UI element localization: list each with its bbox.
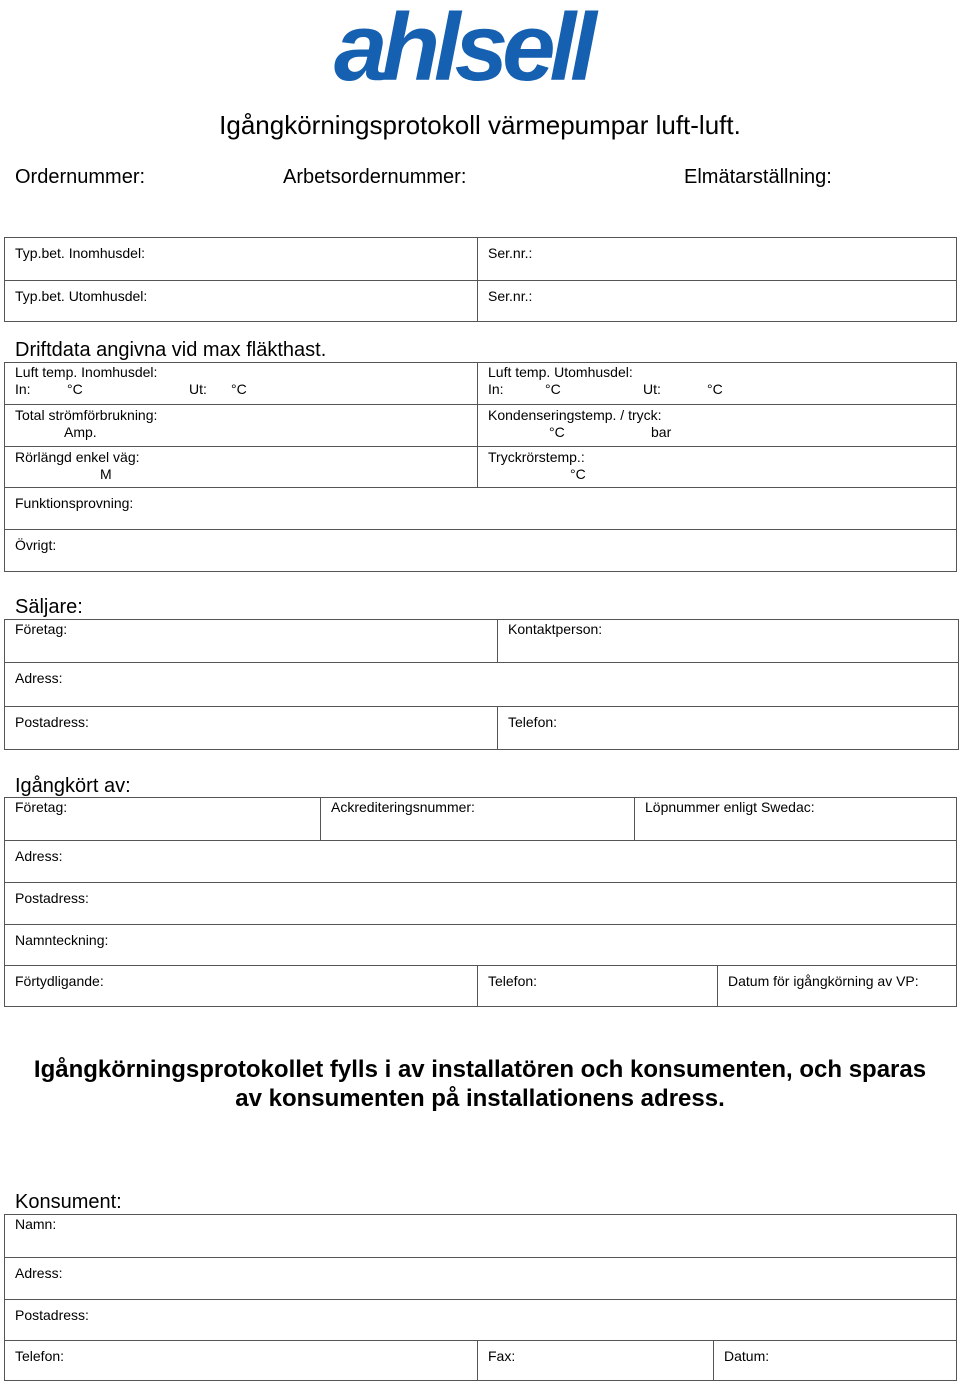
- instruction-note: [0, 1055, 960, 1113]
- ackreditering-field[interactable]: [320, 798, 634, 840]
- ackreditering-label: Ackrediteringsnummer:: [331, 799, 475, 815]
- saljare-telefon-label: Telefon:: [508, 714, 558, 730]
- typ-utomhus-label: Typ.bet. Utomhusdel:: [15, 288, 148, 304]
- page-title: Igångkörningsprotokoll värmepumpar luft-luft.: [219, 110, 741, 140]
- konsument-fax-field[interactable]: [477, 1340, 713, 1380]
- sernr-inomhus-label: Ser.nr.:: [488, 245, 533, 261]
- datum-igangkorning-field[interactable]: [717, 965, 956, 1006]
- ovrigt-label: Övrigt:: [15, 537, 57, 553]
- lopnummer-label: Löpnummer enligt Swedac:: [645, 799, 815, 815]
- ut-label: Ut:: [189, 381, 207, 397]
- funktionsprovning-label: Funktionsprovning:: [15, 495, 134, 511]
- igangkort-postadress-label: Postadress:: [15, 890, 89, 906]
- konsument-postadress-field[interactable]: [5, 1299, 956, 1340]
- luft-utomhus-field[interactable]: [477, 363, 956, 404]
- namnteckning-label: Namnteckning:: [15, 932, 109, 948]
- celsius-unit: °C: [231, 381, 247, 397]
- funktionsprovning-field[interactable]: [5, 487, 956, 529]
- konsument-datum-field[interactable]: [713, 1340, 956, 1380]
- logo-text: ahlsell: [334, 2, 591, 84]
- tryckror-field[interactable]: [477, 446, 956, 487]
- saljare-postadress-label: Postadress:: [15, 714, 89, 730]
- rorlangd-field[interactable]: [5, 446, 477, 487]
- konsument-postadress-label: Postadress:: [15, 1307, 89, 1323]
- in-label: In:: [488, 381, 504, 397]
- bar-unit: bar: [651, 424, 672, 440]
- konsument-fax-label: Fax:: [488, 1348, 516, 1364]
- meter-unit: M: [100, 466, 112, 482]
- kondens-label: Kondenseringstemp. / tryck:: [488, 407, 662, 423]
- igangkort-telefon-label: Telefon:: [488, 973, 538, 989]
- strom-label: Total strömförbrukning:: [15, 407, 158, 423]
- saljare-adress-field[interactable]: [5, 662, 958, 706]
- sernr-inomhus-field[interactable]: [477, 238, 956, 280]
- saljare-postadress-field[interactable]: [5, 706, 497, 749]
- ovrigt-field[interactable]: [5, 529, 956, 571]
- in-label: In:: [15, 381, 31, 397]
- igangkort-postadress-field[interactable]: [5, 882, 956, 924]
- konsument-adress-field[interactable]: [5, 1257, 956, 1299]
- typ-inomhus-label: Typ.bet. Inomhusdel:: [15, 245, 145, 261]
- namnteckning-field[interactable]: [5, 924, 956, 965]
- sernr-utomhus-label: Ser.nr.:: [488, 288, 533, 304]
- typ-utomhus-field[interactable]: [5, 280, 477, 321]
- igangkort-heading: Igångkört av:: [15, 775, 131, 797]
- lopnummer-field[interactable]: [634, 798, 956, 840]
- datum-igangkorning-label: Datum för igångkörning av VP:: [728, 973, 919, 989]
- celsius-unit: °C: [570, 466, 586, 482]
- igangkort-adress-field[interactable]: [5, 840, 956, 882]
- konsument-namn-field[interactable]: [5, 1215, 956, 1257]
- luft-inomhus-field[interactable]: [5, 363, 477, 404]
- saljare-table: [4, 619, 959, 750]
- typ-inomhus-field[interactable]: [5, 238, 477, 280]
- konsument-namn-label: Namn:: [15, 1216, 57, 1232]
- driftdata-heading: Driftdata angivna vid max fläkthast.: [15, 339, 327, 361]
- tryckror-label: Tryckrörstemp.:: [488, 449, 585, 465]
- amp-unit: Amp.: [64, 424, 97, 440]
- arbetsordernummer-label: Arbetsordernummer:: [283, 166, 467, 188]
- celsius-unit: °C: [67, 381, 83, 397]
- saljare-adress-label: Adress:: [15, 670, 63, 686]
- konsument-telefon-label: Telefon:: [15, 1348, 65, 1364]
- luft-inomhus-label: Luft temp. Inomhusdel:: [15, 364, 158, 380]
- ordernummer-label: Ordernummer:: [15, 166, 146, 188]
- igangkort-foretag-field[interactable]: [5, 798, 320, 840]
- strom-field[interactable]: [5, 404, 477, 446]
- igangkort-telefon-field[interactable]: [477, 965, 717, 1006]
- instruction-note-line1: Igångkörningsprotokollet fylls i av installatören och konsumenten, och sparas: [33, 1056, 927, 1083]
- saljare-telefon-field[interactable]: [497, 706, 958, 749]
- konsument-datum-label: Datum:: [724, 1348, 770, 1364]
- saljare-foretag-field[interactable]: [5, 620, 497, 662]
- saljare-kontaktperson-field[interactable]: [497, 620, 958, 662]
- fortydligande-field[interactable]: [5, 965, 477, 1006]
- ahlsell-logo: [332, 2, 628, 84]
- konsument-adress-label: Adress:: [15, 1265, 63, 1281]
- celsius-unit: °C: [707, 381, 723, 397]
- celsius-unit: °C: [549, 424, 565, 440]
- igangkort-adress-label: Adress:: [15, 848, 63, 864]
- igangkort-foretag-label: Företag:: [15, 799, 68, 815]
- konsument-heading: Konsument:: [15, 1191, 122, 1213]
- sernr-utomhus-field[interactable]: [477, 280, 956, 321]
- luft-utomhus-label: Luft temp. Utomhusdel:: [488, 364, 633, 380]
- celsius-unit: °C: [545, 381, 561, 397]
- konsument-table: [4, 1214, 957, 1381]
- saljare-heading: Säljare:: [15, 596, 83, 618]
- saljare-kontaktperson-label: Kontaktperson:: [508, 621, 603, 637]
- saljare-foretag-label: Företag:: [15, 621, 68, 637]
- driftdata-table: [4, 362, 957, 572]
- fortydligande-label: Förtydligande:: [15, 973, 104, 989]
- ut-label: Ut:: [643, 381, 661, 397]
- instruction-note-line2: av konsumenten på installationens adress.: [235, 1085, 725, 1112]
- konsument-telefon-field[interactable]: [5, 1340, 477, 1380]
- kondens-field[interactable]: [477, 404, 956, 446]
- rorlangd-label: Rörlängd enkel väg:: [15, 449, 140, 465]
- elmatarstallning-label: Elmätarställning:: [684, 166, 832, 188]
- unit-type-table: [4, 237, 957, 322]
- igangkort-table: [4, 797, 957, 1007]
